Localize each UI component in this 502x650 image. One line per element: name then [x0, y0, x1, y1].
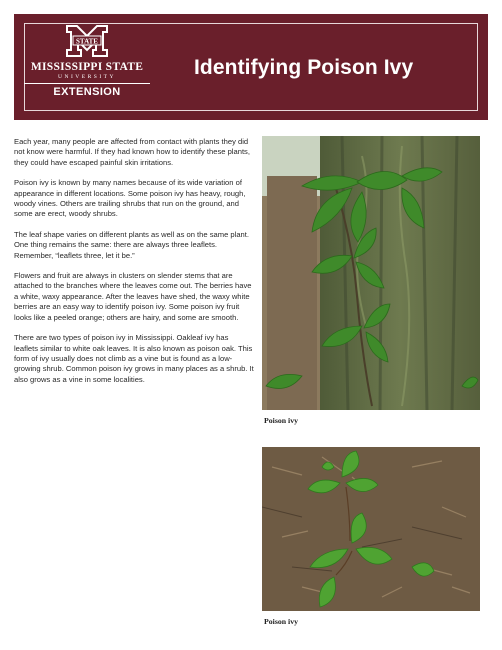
msu-shield-icon	[63, 24, 111, 58]
header-banner	[14, 14, 488, 120]
photo-poison-ivy-vine	[262, 136, 480, 410]
photo-poison-ivy-ground	[262, 447, 480, 611]
article-body	[14, 137, 254, 395]
extension-label: EXTENSION	[53, 86, 121, 98]
paragraph-intro: Each year, many people are affected from contact with plants they did not know were harmful. If they had known how to identify these plants, they could have escaped painful skin irritations.	[14, 137, 250, 167]
paragraph-leaf-shape: The leaf shape varies on different plants as well as on the same plant. One thing remains the same: there are always three leaflets. Remember, “leaflets three, let it be.”	[14, 229, 249, 260]
paragraph-flowers-fruit: Flowers and fruit are always in clusters on slender stems that are attached to the branches where the leaves come out. The berries have a white, waxy appearance. After the leaves have shed, the waxy white berries are an easy way to identify poison ivy. Some poison ivy fruit looks like a peeled orange; others are hairy, and some are smooth.	[14, 271, 252, 322]
university-name: MISSISSIPPI STATE	[30, 61, 144, 73]
logo-divider	[24, 83, 150, 84]
paragraph-types: There are two types of poison ivy in Mississippi. Oakleaf ivy has leaflets similar to white oak leaves. It is also known as poison oak. This form of ivy usually does not climb as a vine but is found as a low-growing shrub. Common poison ivy grows in many places as a shrub. It also grows as a vine in some localities.	[14, 333, 254, 384]
university-subtitle: UNIVERSITY	[58, 74, 116, 80]
msu-extension-logo	[22, 24, 152, 104]
page-title: Identifying Poison Ivy	[194, 56, 414, 79]
paragraph-names: Poison ivy is known by many names because of its wide variation of appearance in different locations. Some poison ivy has heavy, rough, woody vines. Others are trailing shrubs that run on the ground, and some are erect, woody shrubs.	[14, 178, 246, 219]
shield-text: STATE	[76, 37, 98, 46]
figure-caption-2: Poison ivy	[264, 617, 299, 626]
figure-caption-1: Poison ivy	[264, 416, 299, 425]
